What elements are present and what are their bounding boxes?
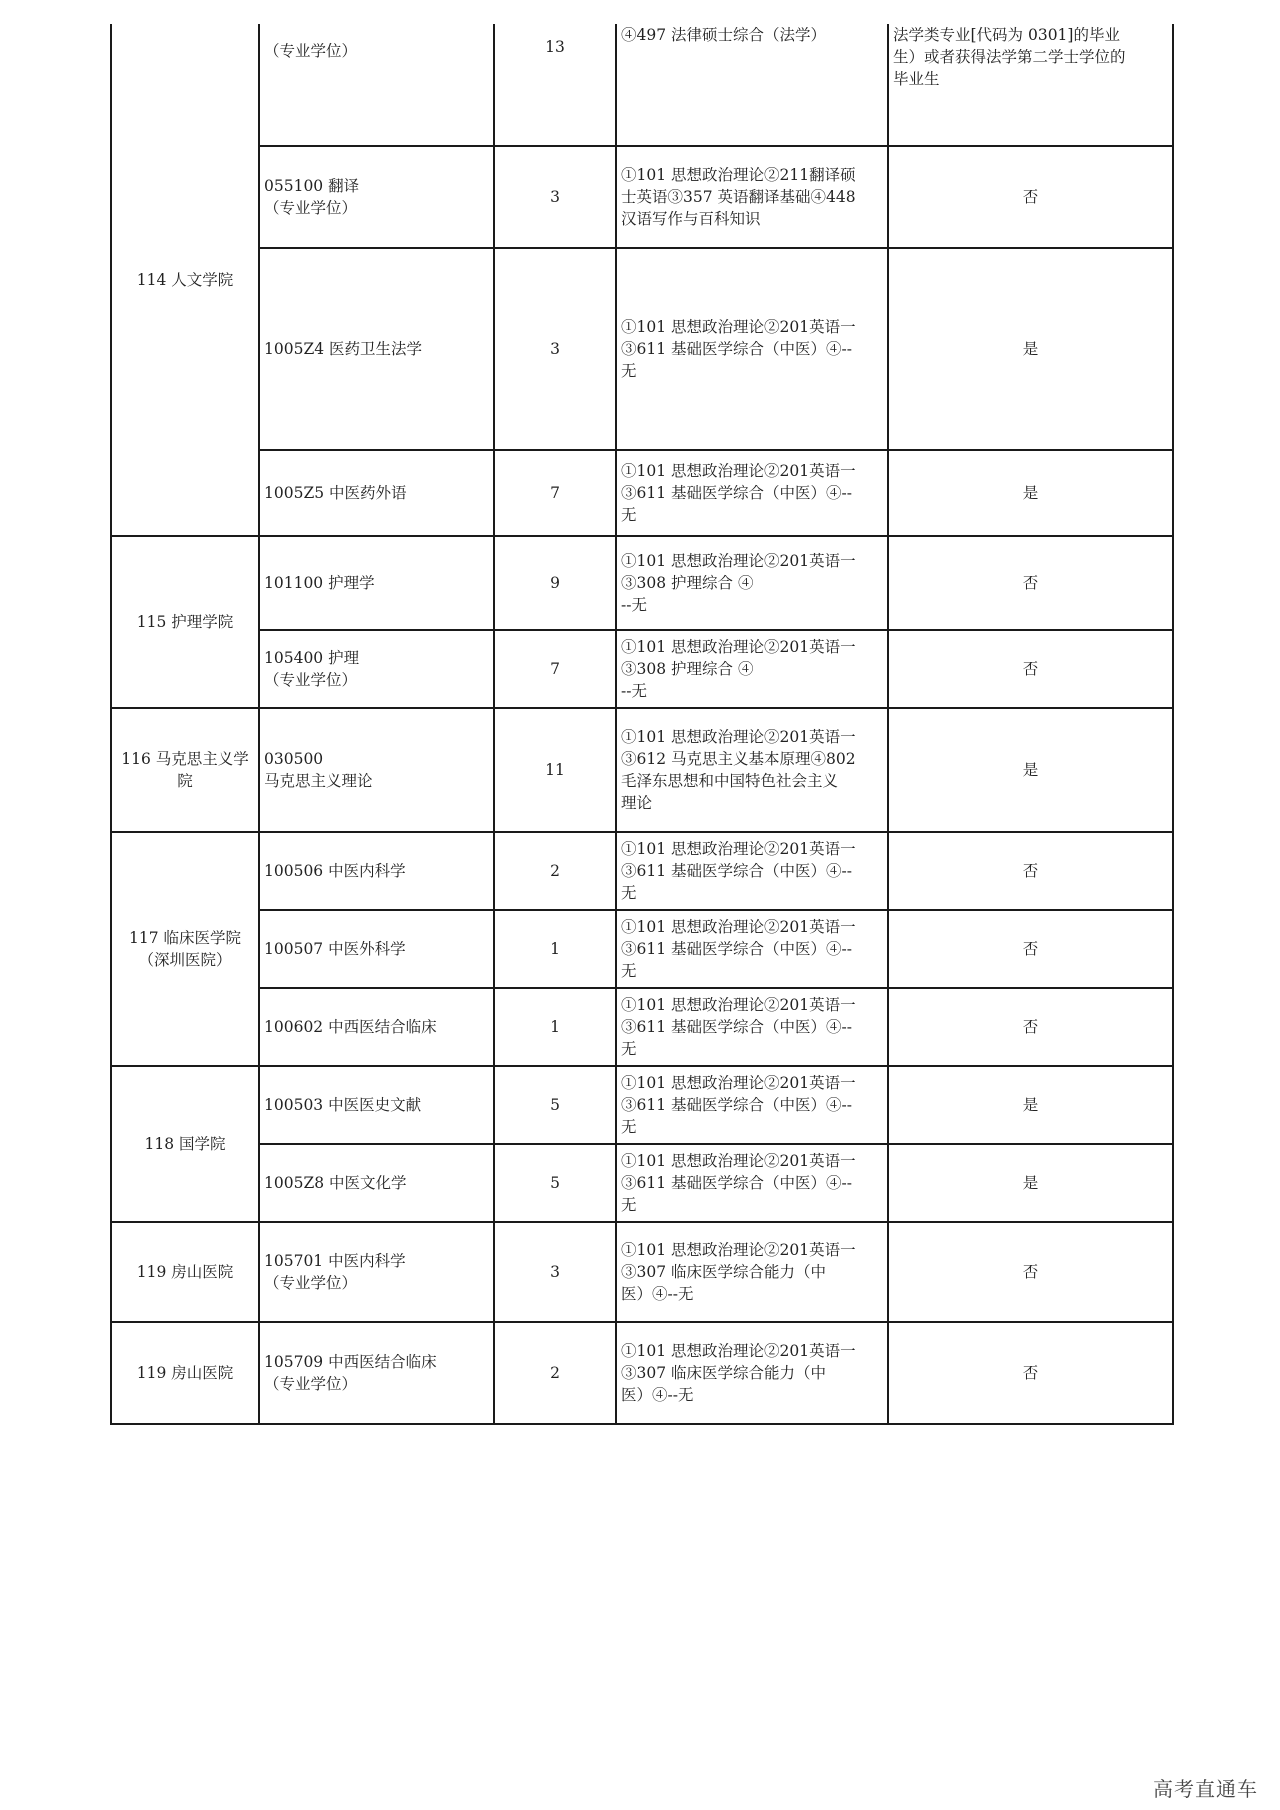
count-cell: 5 (494, 1066, 616, 1144)
major-cell: 105400 护理 （专业学位） (259, 630, 494, 708)
count-cell: 5 (494, 1144, 616, 1222)
table-row (111, 832, 1173, 910)
exam-cell: ①101 思想政治理论②201英语一 ③307 临床医学综合能力（中 医）④--无 (616, 1322, 888, 1424)
count-cell: 2 (494, 832, 616, 910)
exam-cell: ①101 思想政治理论②201英语一 ③611 基础医学综合（中医）④-- 无 (616, 910, 888, 988)
count-cell: 7 (494, 450, 616, 536)
table-row (111, 248, 1173, 450)
count-cell: 3 (494, 248, 616, 450)
note-cell: 是 (888, 708, 1173, 832)
note-cell: 是 (888, 1144, 1173, 1222)
exam-cell: ①101 思想政治理论②201英语一 ③308 护理综合 ④ --无 (616, 536, 888, 630)
exam-cell: ④497 法律硕士综合（法学） (616, 24, 888, 146)
note-cell: 否 (888, 1322, 1173, 1424)
exam-cell: ①101 思想政治理论②201英语一 ③611 基础医学综合（中医）④-- 无 (616, 1144, 888, 1222)
note-cell: 法学类专业[代码为 0301]的毕业 生）或者获得法学第二学士学位的 毕业生 (888, 24, 1173, 146)
table-row (111, 536, 1173, 630)
dept-cell: 118 国学院 (111, 1066, 259, 1222)
note-cell: 是 (888, 248, 1173, 450)
table-row (111, 1222, 1173, 1322)
major-cell: 100602 中西医结合临床 (259, 988, 494, 1066)
major-cell: 100507 中医外科学 (259, 910, 494, 988)
dept-cell: 119 房山医院 (111, 1322, 259, 1424)
note-cell: 是 (888, 450, 1173, 536)
exam-cell: ①101 思想政治理论②201英语一 ③611 基础医学综合（中医）④-- 无 (616, 988, 888, 1066)
table-row (111, 708, 1173, 832)
dept-cell: 114 人文学院 (111, 24, 259, 536)
major-cell: 100506 中医内科学 (259, 832, 494, 910)
major-cell: 105709 中西医结合临床 （专业学位） (259, 1322, 494, 1424)
major-cell: 1005Z8 中医文化学 (259, 1144, 494, 1222)
major-cell: 100503 中医医史文献 (259, 1066, 494, 1144)
table-row (111, 24, 1173, 146)
major-cell: 1005Z4 医药卫生法学 (259, 248, 494, 450)
table-row (111, 1322, 1173, 1424)
admissions-table (110, 24, 1174, 1425)
major-cell: 105701 中医内科学 （专业学位） (259, 1222, 494, 1322)
count-cell: 9 (494, 536, 616, 630)
table-row (111, 1144, 1173, 1222)
table-row (111, 988, 1173, 1066)
count-cell: 7 (494, 630, 616, 708)
table-row (111, 630, 1173, 708)
count-cell: 3 (494, 1222, 616, 1322)
major-cell: 101100 护理学 (259, 536, 494, 630)
count-cell: 1 (494, 910, 616, 988)
exam-cell: ①101 思想政治理论②211翻译硕 士英语③357 英语翻译基础④448 汉语写作与百科知识 (616, 146, 888, 248)
note-cell: 否 (888, 536, 1173, 630)
exam-cell: ①101 思想政治理论②201英语一 ③612 马克思主义基本原理④802 毛泽东思想和中国特色社会主义 理论 (616, 708, 888, 832)
note-cell: 否 (888, 146, 1173, 248)
note-cell: 否 (888, 1222, 1173, 1322)
note-cell: 否 (888, 832, 1173, 910)
watermark-logo: 高考直通车 (1153, 1777, 1258, 1801)
exam-cell: ①101 思想政治理论②201英语一 ③611 基础医学综合（中医）④-- 无 (616, 450, 888, 536)
count-cell: 3 (494, 146, 616, 248)
count-cell: 2 (494, 1322, 616, 1424)
dept-cell: 115 护理学院 (111, 536, 259, 708)
exam-cell: ①101 思想政治理论②201英语一 ③611 基础医学综合（中医）④-- 无 (616, 248, 888, 450)
table-row (111, 1066, 1173, 1144)
major-cell: 1005Z5 中医药外语 (259, 450, 494, 536)
major-cell: 055100 翻译 （专业学位） (259, 146, 494, 248)
note-cell: 否 (888, 910, 1173, 988)
dept-cell: 116 马克思主义学 院 (111, 708, 259, 832)
major-cell: 030500 马克思主义理论 (259, 708, 494, 832)
table-row (111, 450, 1173, 536)
exam-cell: ①101 思想政治理论②201英语一 ③611 基础医学综合（中医）④-- 无 (616, 832, 888, 910)
note-cell: 否 (888, 988, 1173, 1066)
note-cell: 否 (888, 630, 1173, 708)
count-cell: 1 (494, 988, 616, 1066)
exam-cell: ①101 思想政治理论②201英语一 ③611 基础医学综合（中医）④-- 无 (616, 1066, 888, 1144)
table-row (111, 910, 1173, 988)
major-cell: （专业学位） (259, 24, 494, 146)
count-cell: 11 (494, 708, 616, 832)
exam-cell: ①101 思想政治理论②201英语一 ③308 护理综合 ④ --无 (616, 630, 888, 708)
count-cell: 13 (494, 24, 616, 146)
note-cell: 是 (888, 1066, 1173, 1144)
dept-cell: 117 临床医学院 （深圳医院） (111, 832, 259, 1066)
dept-cell: 119 房山医院 (111, 1222, 259, 1322)
table-row (111, 146, 1173, 248)
exam-cell: ①101 思想政治理论②201英语一 ③307 临床医学综合能力（中 医）④--无 (616, 1222, 888, 1322)
